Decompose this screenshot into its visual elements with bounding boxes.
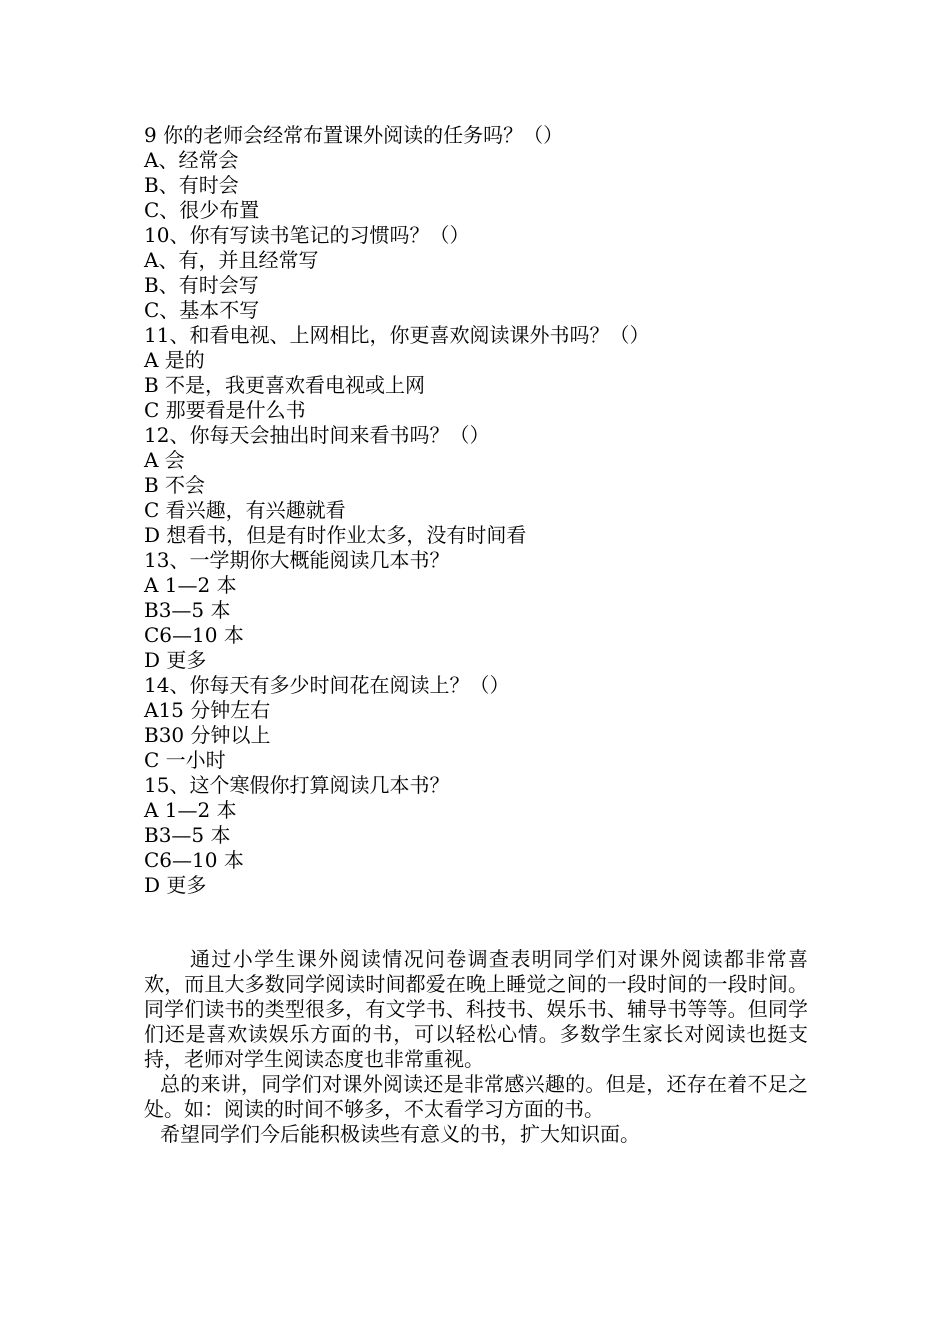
question-14: 14、你每天有多少时间花在阅读上？（） — [144, 673, 510, 697]
question-9: 9 你的老师会经常布置课外阅读的任务吗？（） — [144, 123, 564, 147]
option-14a: A15 分钟左右 — [144, 698, 271, 722]
question-10: 10、你有写读书笔记的习惯吗？（） — [144, 223, 470, 247]
option-13c: C6—10 本 — [144, 623, 244, 647]
option-15b: B3—5 本 — [144, 823, 231, 847]
option-11c: C 那要看是什么书 — [144, 398, 306, 422]
summary-paragraph-1: 通过小学生课外阅读情况问卷调查表明同学们对课外阅读都非常喜欢，而且大多数同学阅读时间都爱在晚上睡觉之间的一段时间的一段时间。同学们读书的类型很多，有文学书、科技书、娱乐书、辅导书等等。但同学们还是喜欢读娱乐方面的书，可以轻松心情。多数学生家长对阅读也挺支持，老师对学生阅读态度也非常重视。 — [144, 947, 808, 1071]
option-12d: D 想看书，但是有时作业太多，没有时间看 — [144, 523, 527, 547]
option-14c: C 一小时 — [144, 748, 226, 772]
summary-paragraph-3: 希望同学们今后能积极读些有意义的书，扩大知识面。 — [160, 1122, 640, 1146]
option-10b: B、有时会写 — [144, 273, 259, 297]
option-12b: B 不会 — [144, 473, 206, 497]
option-10a: A、有，并且经常写 — [144, 248, 319, 272]
option-10c: C、基本不写 — [144, 298, 260, 322]
option-15d: D 更多 — [144, 873, 207, 897]
option-9b: B、有时会 — [144, 173, 239, 197]
option-9c: C、很少布置 — [144, 198, 260, 222]
question-11: 11、和看电视、上网相比，你更喜欢阅读课外书吗？（） — [144, 323, 650, 347]
option-11b: B 不是，我更喜欢看电视或上网 — [144, 373, 426, 397]
option-11a: A 是的 — [144, 348, 205, 372]
option-14b: B30 分钟以上 — [144, 723, 271, 747]
option-13b: B3—5 本 — [144, 598, 231, 622]
question-13: 13、一学期你大概能阅读几本书？ — [144, 548, 450, 572]
option-13d: D 更多 — [144, 648, 207, 672]
option-15c: C6—10 本 — [144, 848, 244, 872]
option-12c: C 看兴趣，有兴趣就看 — [144, 498, 346, 522]
question-12: 12、你每天会抽出时间来看书吗？（） — [144, 423, 490, 447]
option-15a: A 1—2 本 — [144, 798, 237, 822]
summary-paragraph-2: 总的来讲，同学们对课外阅读还是非常感兴趣的。但是，还存在着不足之处。如：阅读的时间不够多，不太看学习方面的书。 — [144, 1072, 808, 1121]
question-15: 15、这个寒假你打算阅读几本书？ — [144, 773, 450, 797]
option-13a: A 1—2 本 — [144, 573, 237, 597]
option-12a: A 会 — [144, 448, 185, 472]
option-9a: A、经常会 — [144, 148, 239, 172]
